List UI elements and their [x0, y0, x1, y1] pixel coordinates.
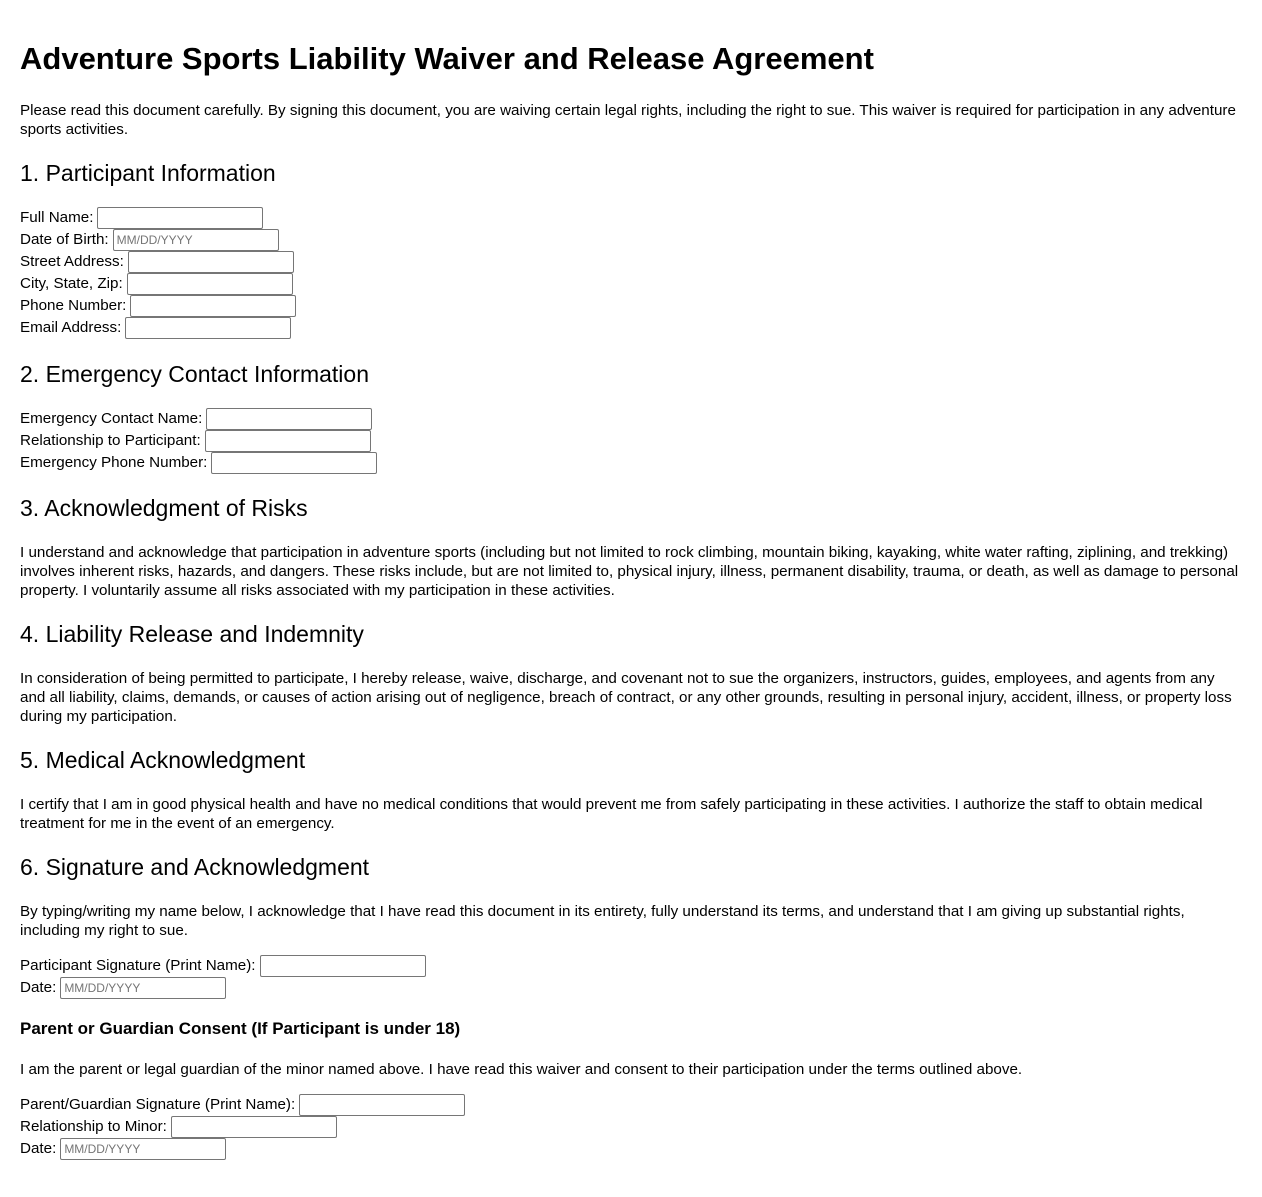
emergency-name-label: Emergency Contact Name:: [20, 410, 203, 427]
emergency-name-input[interactable]: [206, 408, 372, 430]
guardian-signature-input[interactable]: [299, 1094, 465, 1116]
date-of-birth-label: Date of Birth:: [20, 231, 109, 248]
emergency-relationship-label: Relationship to Participant:: [20, 432, 201, 449]
guardian-date-row: [20, 1138, 465, 1160]
phone-number-input[interactable]: [130, 295, 296, 317]
emergency-name-row: [20, 408, 377, 430]
section-heading-participant: 1. Participant Information: [20, 160, 276, 186]
emergency-phone-input[interactable]: [211, 452, 377, 474]
guardian-date-label: Date:: [20, 1140, 57, 1157]
emergency-phone-label: Emergency Phone Number:: [20, 454, 208, 471]
date-of-birth-row: [20, 229, 296, 251]
guardian-signature-row: [20, 1094, 465, 1116]
emergency-fields: [20, 408, 377, 474]
section-heading-risks: 3. Acknowledgment of Risks: [20, 495, 308, 521]
section-heading-medical: 5. Medical Acknowledgment: [20, 747, 306, 773]
full-name-label: Full Name:: [20, 209, 94, 226]
guardian-date-input[interactable]: [60, 1138, 226, 1160]
section-heading-liability: 4. Liability Release and Indemnity: [20, 621, 364, 647]
phone-number-row: [20, 295, 296, 317]
page-title: Adventure Sports Liability Waiver and Release Agreement: [20, 41, 874, 76]
emergency-phone-row: [20, 452, 377, 474]
guardian-relationship-input[interactable]: [171, 1116, 337, 1138]
signature-paragraph: By typing/writing my name below, I acknowledge that I have read this document in its entirety, fully understand its terms, and understand that I am giving up substantial rights, including my right to sue.: [20, 903, 1185, 939]
guardian-relationship-label: Relationship to Minor:: [20, 1118, 167, 1135]
full-name-row: [20, 207, 296, 229]
phone-number-label: Phone Number:: [20, 297, 127, 314]
email-address-row: [20, 317, 296, 339]
guardian-paragraph: I am the parent or legal guardian of the minor named above. I have read this waiver and consent to their participation under the terms outlined above.: [20, 1061, 1023, 1078]
section-heading-signature: 6. Signature and Acknowledgment: [20, 854, 370, 880]
risks-paragraph: I understand and acknowledge that participation in adventure sports (including but not limited to rock climbing, mountain biking, kayaking, white water rafting, ziplining, and trekking) involves inherent risks, hazards, and dangers. These risks include, but are not limited to, physical injury, illness, permanent disability, trauma, or death, as well as damage to personal property. I voluntarily assume all risks associated with my participation in these activities.: [20, 544, 1239, 599]
street-address-label: Street Address:: [20, 253, 124, 270]
guardian-fields: [20, 1094, 465, 1160]
medical-paragraph: I certify that I am in good physical health and have no medical conditions that would prevent me from safely participating in these activities. I authorize the staff to obtain medical treatment for me in the event of an emergency.: [20, 796, 1203, 832]
signature-fields: [20, 955, 426, 999]
participant-signature-row: [20, 955, 426, 977]
intro-paragraph: Please read this document carefully. By signing this document, you are waiving certain legal rights, including the right to sue. This waiver is required for participation in any adventure sports activities.: [20, 102, 1236, 138]
street-address-row: [20, 251, 296, 273]
signature-date-input[interactable]: [60, 977, 226, 999]
guardian-heading: Parent or Guardian Consent (If Participant is under 18): [20, 1019, 461, 1038]
liability-paragraph: In consideration of being permitted to participate, I hereby release, waive, discharge, and covenant not to sue the organizers, instructors, guides, employees, and agents from any and all liability, claims, demands, or causes of action arising out of negligence, breach of contract, or any other grounds, resulting in personal injury, accident, illness, or property loss during my participation.: [20, 670, 1232, 725]
city-state-zip-row: [20, 273, 296, 295]
emergency-relationship-row: [20, 430, 377, 452]
street-address-input[interactable]: [128, 251, 294, 273]
email-address-label: Email Address:: [20, 319, 122, 336]
signature-date-label: Date:: [20, 979, 57, 996]
city-state-zip-label: City, State, Zip:: [20, 275, 123, 292]
guardian-signature-label: Parent/Guardian Signature (Print Name):: [20, 1096, 296, 1113]
date-of-birth-input[interactable]: [113, 229, 279, 251]
participant-fields: [20, 207, 296, 339]
full-name-input[interactable]: [97, 207, 263, 229]
participant-signature-input[interactable]: [260, 955, 426, 977]
city-state-zip-input[interactable]: [127, 273, 293, 295]
signature-date-row: [20, 977, 426, 999]
section-heading-emergency: 2. Emergency Contact Information: [20, 361, 369, 387]
participant-signature-label: Participant Signature (Print Name):: [20, 957, 256, 974]
email-address-input[interactable]: [125, 317, 291, 339]
emergency-relationship-input[interactable]: [205, 430, 371, 452]
guardian-relationship-row: [20, 1116, 465, 1138]
